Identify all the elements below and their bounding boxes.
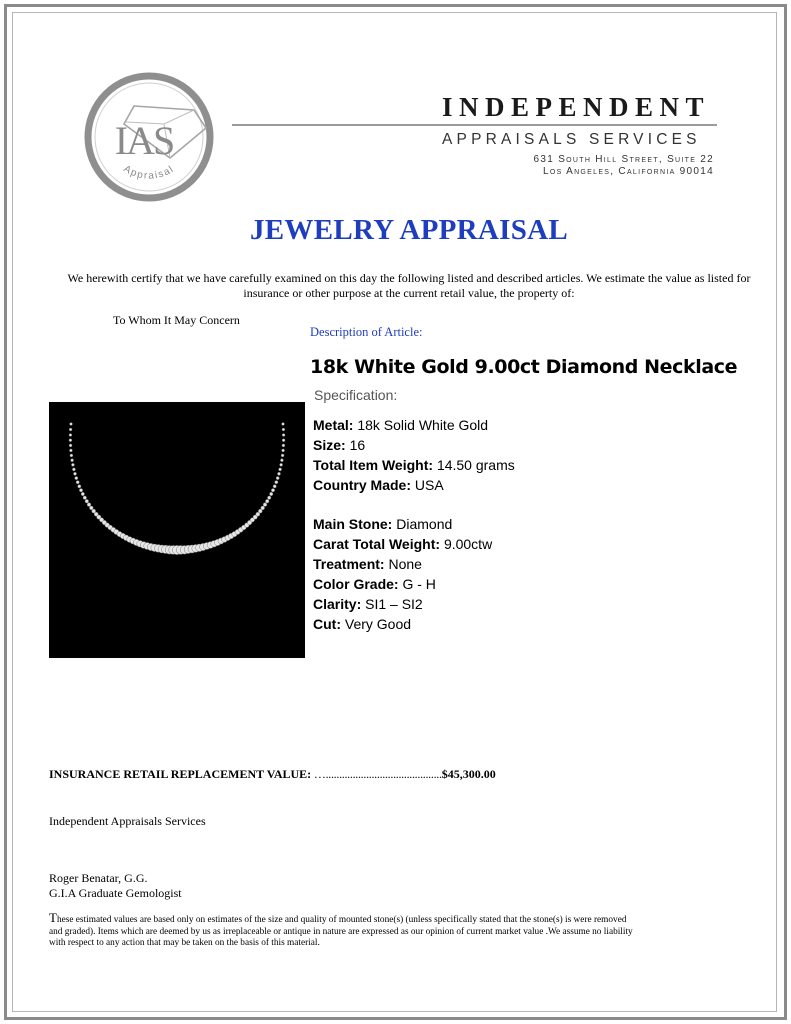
logo-letters: IAS (114, 118, 174, 163)
diamond-bead (69, 449, 72, 452)
signer-name: Roger Benatar, G.G. (49, 871, 148, 885)
diamond-bead (85, 499, 89, 503)
diamond-bead (81, 492, 84, 495)
diamond-bead (273, 485, 276, 488)
diamond-bead (69, 428, 72, 431)
document-title: JEWELRY APPRAISAL (249, 214, 569, 246)
disclaimer-text: hese estimated values are based only on estimates of the size and quality of mounted stone(s) (unless specifically stated that the stone(s) is were removed and graded). Items which are deemed by us as irreplaceable or antique in nature are expressed as our opinion of current market value .We assume no liability with respect to any action that may be taken on the basis of this material. (49, 915, 633, 948)
diamond-bead (73, 472, 76, 475)
ias-logo (84, 72, 214, 202)
diamond-bead (270, 492, 273, 495)
diamond-bead (267, 496, 270, 499)
diamond-bead (71, 463, 74, 466)
diamond-bead (71, 459, 74, 462)
diamond-bead (281, 454, 284, 457)
spec-key: Color Grade: (313, 575, 399, 592)
spec-carat (313, 535, 515, 555)
spec-color (313, 575, 515, 595)
diamond-bead (263, 503, 267, 507)
signature-company: Independent Appraisals Services (49, 814, 206, 828)
replacement-value-line (49, 767, 496, 782)
spec-key: Treatment: (313, 555, 385, 572)
spec-key: Carat Total Weight: (313, 536, 441, 553)
company-subtitle: APPRAISALS SERVICES (442, 131, 701, 148)
specification-label: Specification: (314, 387, 398, 403)
spec-main-stone (313, 515, 515, 535)
spec-value: G - H (402, 575, 436, 592)
spec-value: 9.00ctw (443, 536, 493, 553)
diamond-bead (261, 506, 265, 510)
svg-text:Appraisal (122, 164, 177, 182)
value-label: INSURANCE RETAIL REPLACEMENT VALUE: (49, 767, 312, 781)
diamond-bead (78, 485, 81, 488)
diamond-bead (72, 468, 75, 471)
diamond-bead (276, 477, 279, 480)
diamond-bead (70, 454, 73, 457)
diamond-bead (79, 489, 82, 492)
signer-title: G.I.A Graduate Gemologist (49, 886, 182, 900)
header-rule (232, 124, 717, 126)
diamond-bead (280, 459, 283, 462)
diamond-bead (279, 468, 282, 471)
spec-value: USA (414, 476, 444, 493)
necklace-photo (49, 402, 305, 658)
diamond-bead (75, 477, 78, 480)
spec-key: Country Made: (313, 476, 411, 493)
spec-country (313, 476, 515, 496)
spec-spacer (313, 496, 515, 516)
value-leader-dots: …........................................... (311, 767, 442, 781)
diamond-bead (69, 434, 72, 437)
spec-value: SI1 – SI2 (365, 595, 423, 612)
spec-key: Cut: (313, 615, 341, 632)
diamond-bead (277, 472, 280, 475)
diamond-bead (282, 444, 285, 447)
diamond-bead (280, 463, 283, 466)
diamond-bead (83, 496, 86, 499)
diamond-bead (282, 449, 285, 452)
diamond-bead (271, 489, 274, 492)
diamond-bead (69, 444, 72, 447)
spec-value: 16 (349, 436, 366, 453)
company-name: INDEPENDENT (442, 92, 711, 122)
spec-size (313, 436, 515, 456)
diamond-bead (87, 503, 91, 507)
diamond-bead (76, 481, 79, 484)
spec-key: Clarity: (313, 595, 362, 612)
diamond-bead (275, 481, 278, 484)
specification-list (313, 416, 515, 635)
diamond-bead (265, 499, 269, 503)
disclaimer (49, 912, 639, 950)
disclaimer-initial: T (49, 910, 57, 925)
spec-value: 14.50 grams (436, 456, 515, 473)
spec-key: Main Stone: (313, 516, 393, 533)
company-address-line1: 631 South Hill Street, Suite 22 (533, 154, 714, 165)
spec-value: None (388, 555, 422, 572)
company-address-line2: Los Angeles, California 90014 (543, 166, 714, 177)
diamond-bead (282, 428, 285, 431)
item-title: 18k White Gold 9.00ct Diamond Necklace (310, 356, 738, 378)
diamond-bead (282, 439, 285, 442)
diamond-bead (282, 434, 285, 437)
spec-key: Total Item Weight: (313, 456, 434, 473)
recipient: To Whom It May Concern (113, 313, 240, 327)
value-amount: $45,300.00 (441, 767, 496, 781)
spec-value: Diamond (396, 516, 453, 533)
spec-cut (313, 615, 515, 635)
certification-intro: We herewith certify that we have carefully examined on this day the following listed and described articles. We estimate the value as listed for insurance or other purpose at the current retail value, the property of: (67, 271, 751, 300)
diamond-bead (282, 423, 285, 426)
spec-value: 18k Solid White Gold (357, 417, 489, 433)
spec-clarity (313, 595, 515, 615)
description-label: Description of Article: (310, 325, 423, 339)
spec-metal (313, 416, 515, 436)
spec-key: Size: (313, 436, 346, 453)
spec-value: Very Good (344, 615, 412, 632)
spec-key: Metal: (313, 417, 354, 433)
diamond-bead (69, 439, 72, 442)
spec-total-weight (313, 456, 515, 476)
diamond-bead (70, 423, 73, 426)
spec-treatment (313, 555, 515, 575)
logo-ring-text: Appraisal (121, 163, 177, 182)
